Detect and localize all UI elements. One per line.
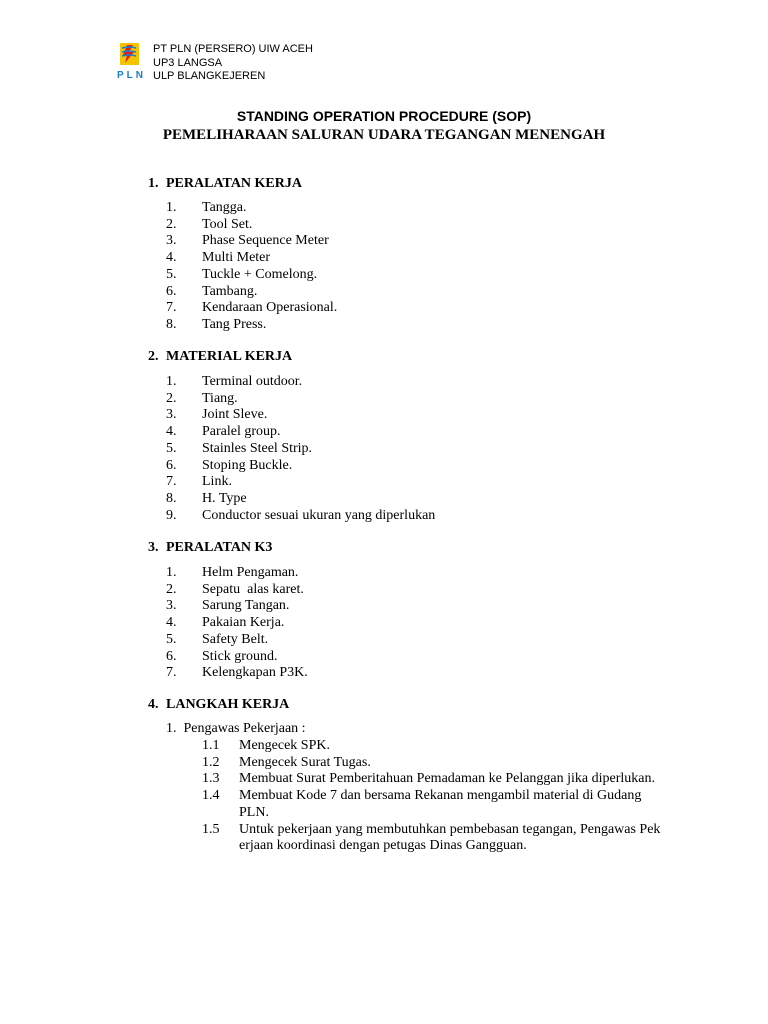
org-line-3: ULP BLANGKEJEREN xyxy=(153,70,266,82)
list-item: 2. Sepatu alas karet. xyxy=(166,581,304,597)
logo-text: PLN xyxy=(117,70,146,81)
section-heading-material-kerja: 2. MATERIAL KERJA xyxy=(148,349,293,364)
list-item: 3. Sarung Tangan. xyxy=(166,598,290,614)
list-item: 4. Multi Meter xyxy=(166,250,271,266)
list-langkah-kerja xyxy=(202,738,672,855)
list-item: 1. Terminal outdoor. xyxy=(166,374,303,389)
organization-header xyxy=(153,43,313,84)
document-title: STANDING OPERATION PROCEDURE (SOP) xyxy=(236,108,532,124)
list-item: 1.2 Mengecek Surat Tugas. xyxy=(202,754,371,770)
list-item: 4. Pakaian Kerja. xyxy=(166,615,285,631)
org-line-2: UP3 LANGSA xyxy=(153,56,223,69)
list-item: 8. H. Type xyxy=(166,490,247,506)
list-item: 6. Stick ground. xyxy=(166,648,278,664)
list-item: 9. Conductor sesuai ukuran yang diperlukan xyxy=(166,507,436,523)
list-item: 1.5 Untuk pekerjaan yang membutuhkan pembebasan tegangan, Pengawas Pek erjaan koordinasi dengan petugas Dinas Gangguan. xyxy=(202,821,661,854)
list-item: 3. Joint Sleve. xyxy=(166,407,268,423)
list-item: 5. Safety Belt. xyxy=(166,631,269,647)
list-item: 1.1 Mengecek SPK. xyxy=(202,738,330,753)
list-peralatan-kerja xyxy=(166,200,337,334)
list-material-kerja xyxy=(166,374,435,524)
list-item: 7. Link. xyxy=(166,474,232,490)
list-item: 1.4 Membuat Kode 7 dan bersama Rekanan mengambil material di Gudang PLN. xyxy=(202,788,642,820)
step-pengawas-pekerjaan: 1. Pengawas Pekerjaan : xyxy=(166,721,306,736)
list-item: 2. Tool Set. xyxy=(166,216,253,232)
section-heading-langkah-kerja: 4. LANGKAH KERJA xyxy=(148,697,290,712)
section-heading-peralatan-k3: 3. PERALATAN K3 xyxy=(148,540,273,555)
list-item: 6. Stoping Buckle. xyxy=(166,457,293,473)
section-heading-peralatan-kerja: 1. PERALATAN KERJA xyxy=(148,176,302,191)
list-item: 5. Stainles Steel Strip. xyxy=(166,440,313,456)
list-item: 3. Phase Sequence Meter xyxy=(166,233,329,249)
pln-logo-icon xyxy=(117,42,151,82)
list-item: 6. Tambang. xyxy=(166,283,258,299)
list-item: 1. Tangga. xyxy=(166,200,247,215)
list-item: 7. Kelengkapan P3K. xyxy=(166,665,308,681)
list-item: 1.3 Membuat Surat Pemberitahuan Pemadaman ke Pelanggan jika diperlukan. xyxy=(202,771,655,787)
list-item: 8. Tang Press. xyxy=(166,316,267,332)
list-item: 4. Paralel group. xyxy=(166,424,281,440)
list-peralatan-k3 xyxy=(166,565,308,682)
list-item: 7. Kendaraan Operasional. xyxy=(166,300,338,316)
list-item: 5. Tuckle + Comelong. xyxy=(166,266,318,282)
document-subtitle: PEMELIHARAAN SALURAN UDARA TEGANGAN MENENGAH xyxy=(162,127,606,143)
list-item: 1. Helm Pengaman. xyxy=(166,565,299,580)
org-line-1: PT PLN (PERSERO) UIW ACEH xyxy=(153,43,313,55)
list-item: 2. Tiang. xyxy=(166,390,238,406)
